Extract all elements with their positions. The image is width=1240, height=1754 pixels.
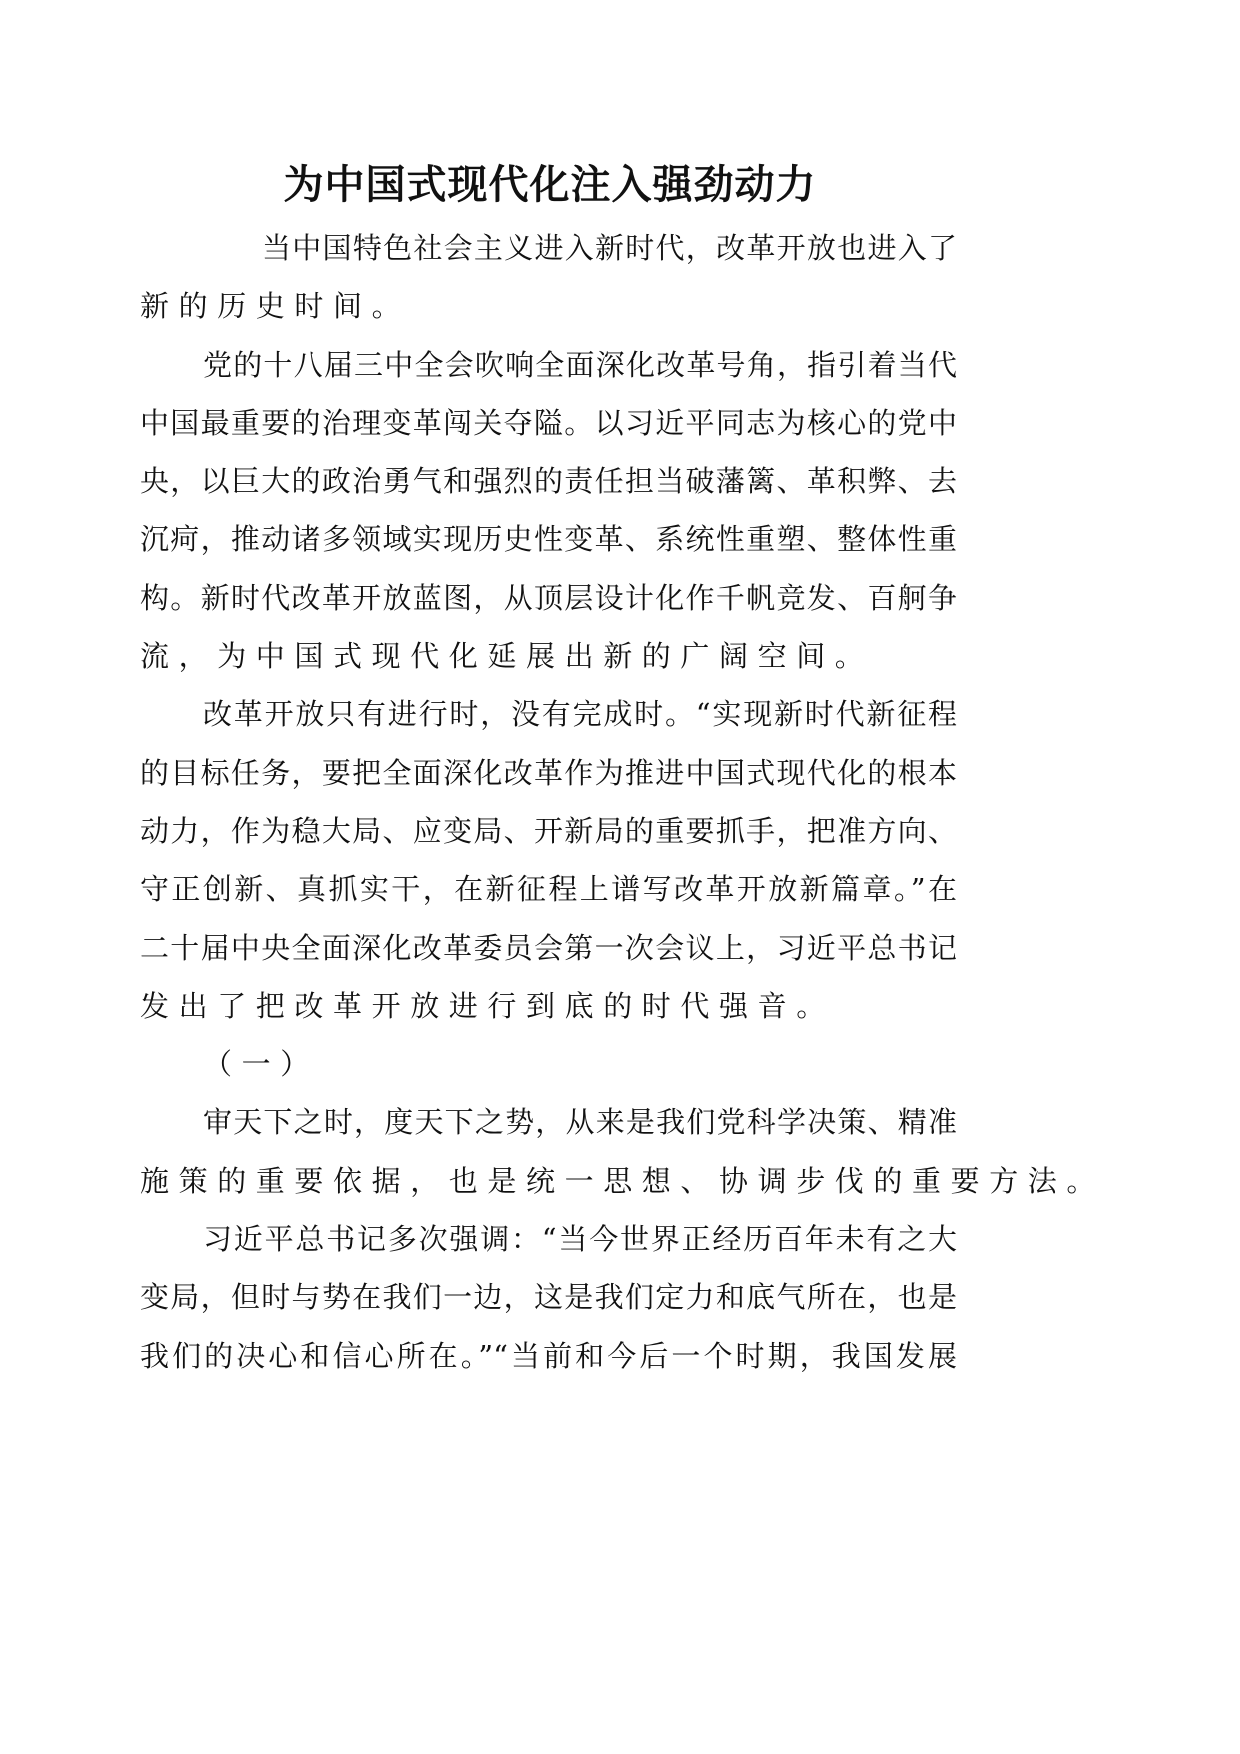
paragraph [140,336,957,686]
paragraph [140,1093,1106,1210]
section-heading [140,1035,957,1093]
text-line: 二十届中央全面深化改革委员会第一次会议上，习近平总书记 [140,930,957,965]
text-line: 的目标任务，要把全面深化改革作为推进中国式现代化的根本 [140,755,957,790]
paragraph [140,1210,957,1385]
section-number: （一） [203,1047,319,1082]
text-line: 发出了把改革开放进行到底的时代强音。 [140,988,835,1023]
text-line: 构。新时代改革开放蓝图，从顶层设计化作千帆竞发、百舸争 [140,580,957,615]
paragraph [140,685,957,1035]
text-line: 审天下之时，度天下之势，从来是我们党科学决策、精准 [203,1105,957,1140]
text-line: 改革开放只有进行时，没有完成时。“实现新时代新征程 [203,697,957,732]
text-line: 守正创新、真抓实干，在新征程上谱写改革开放新篇章。”在 [140,872,957,907]
text-line: 流，为中国式现代化延展出新的广阔空间。 [140,639,874,674]
text-line: 动力，作为稳大局、应变局、开新局的重要抓手，把准方向、 [140,813,957,848]
text-line: 沉疴，推动诸多领域实现历史性变革、系统性重塑、整体性重 [140,522,957,557]
text-line: 习近平总书记多次强调：“当今世界正经历百年未有之大 [203,1222,957,1257]
text-line: 施策的重要依据，也是统一思想、协调步伐的重要方法。 [140,1163,1106,1198]
document-title: 为中国式现代化注入强劲动力 [283,161,817,208]
document-body [140,219,1106,1385]
text-line: 央，以巨大的政治勇气和强烈的责任担当破藩篱、革积弊、去 [140,464,957,499]
text-line: 中国最重要的治理变革闯关夺隘。以习近平同志为核心的党中 [140,405,957,440]
text-line: 党的十八届三中全会吹响全面深化改革号角，指引着当代 [203,347,957,382]
text-line: 当中国特色社会主义进入新时代，改革开放也进入了 [262,231,957,265]
text-line: 变局，但时与势在我们一边，这是我们定力和底气所在，也是 [140,1280,957,1315]
text-line: 我们的决心和信心所在。”“当前和今后一个时期，我国发展 [140,1338,957,1373]
text-line: 新的历史时间。 [140,289,411,324]
paragraph [140,219,957,336]
